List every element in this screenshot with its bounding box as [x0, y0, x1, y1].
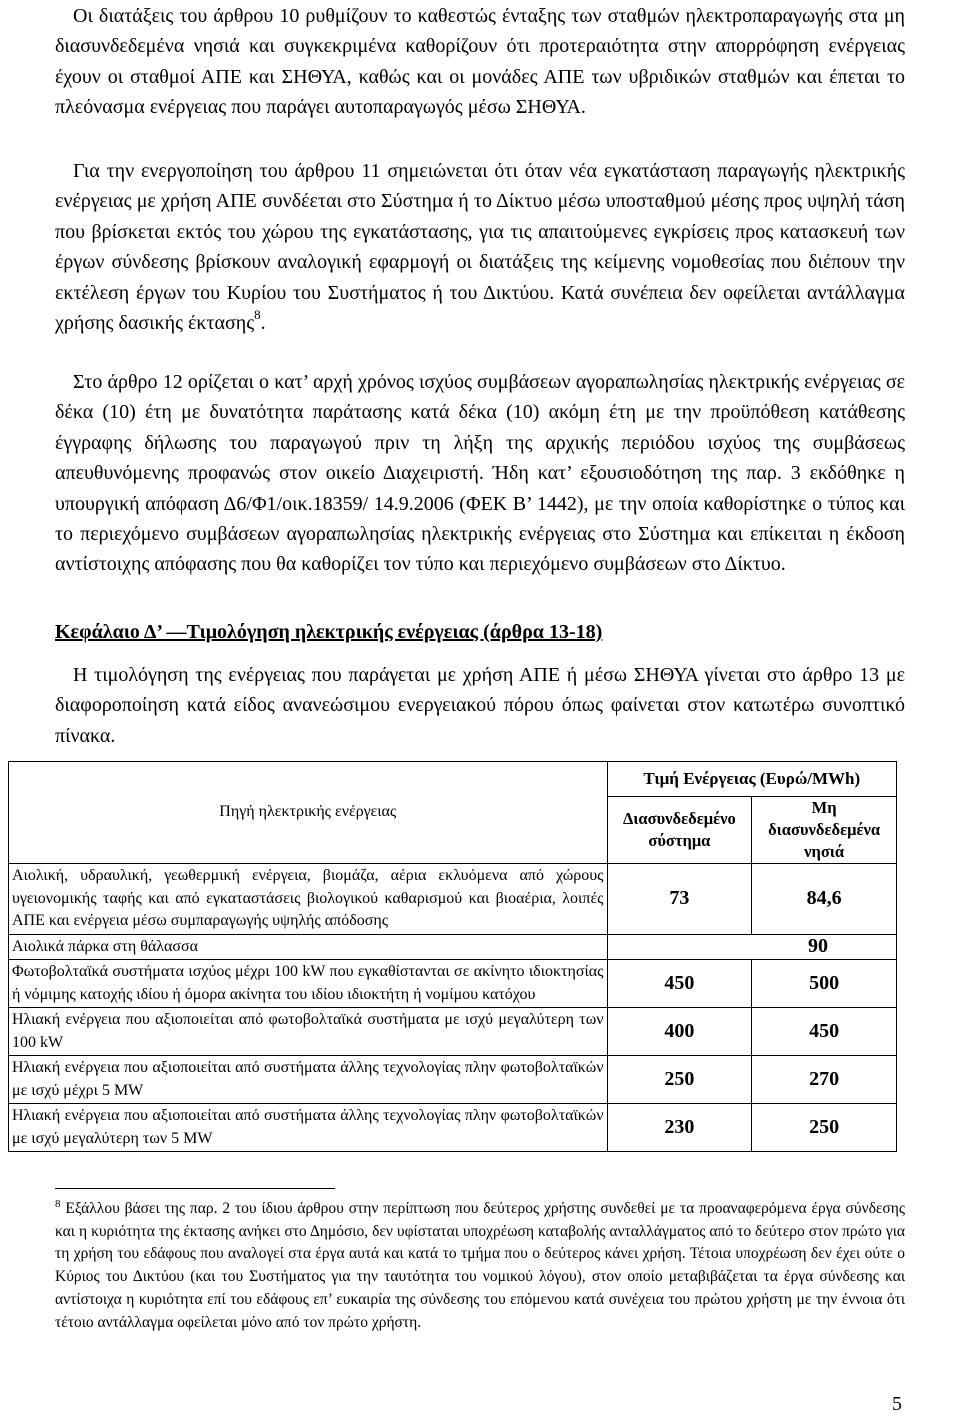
paragraph-article-10: Οι διατάξεις του άρθρου 10 ρυθμίζουν το καθεστώς ένταξης των σταθμών ηλεκτροπαραγωγής στα μη διασυνδεδεμένα νησιά και συγκεκριμένα καθορίζουν ότι προτεραιότητα στην απορρόφηση ενέργειας έχουν οι σταθμοί ΑΠΕ και ΣΗΘΥΑ, καθώς και οι μονάδες ΑΠΕ των υβριδικών σταθμών και έπεται το πλεόνασμα ενέργειας που παράγει αυτοπαραγωγός μέσω ΣΗΘΥΑ. [55, 5, 905, 119]
row-interconnected-value: 450 [607, 960, 752, 1008]
footnote-ref: 8 [254, 307, 261, 323]
table-header-row [9, 762, 897, 797]
chapter-heading: Κεφάλαιο Δ’ —Τιμολόγηση ηλεκτρικής ενέργειας (άρθρα 13-18) [55, 621, 603, 643]
row-source: Ηλιακή ενέργεια που αξιοποιείται από συστήματα άλλης τεχνολογίας πλην φωτοβολταϊκών με ισχύ μέχρι 5 MW [9, 1056, 608, 1104]
footnote-separator [55, 1188, 335, 1189]
table-row [9, 864, 897, 935]
paragraph-article-13: Η τιμολόγηση της ενέργειας που παράγεται με χρήση ΑΠΕ ή μέσω ΣΗΘΥΑ γίνεται στο άρθρο 13 με διαφοροποίηση κατά είδος ανανεώσιμου ενεργειακού πόρου όπως φαίνεται στον κατωτέρω συνοπτικό πίνακα. [55, 664, 905, 747]
table-row [9, 1104, 897, 1152]
row-non-interconnected-value: 250 [752, 1104, 897, 1152]
footnote [55, 1198, 905, 1334]
row-interconnected-value: 230 [607, 1104, 752, 1152]
footnote-text: Εξάλλου βάσει της παρ. 2 του ίδιου άρθρου στην περίπτωση που δεύτερος χρήστης συνδεθεί με τα προαναφερόμενα έργα σύνδεσης και η κυριότητα της έκτασης ανήκει στο Δημόσιο, δεν υφίσταται υποχρέωση καταβολής ανταλλάγματος από το δεύτερο στον πρώτο για τη χρήση του εδάφους που αναλογεί στα έργα αυτά και κατά το τμήμα που ο δεύτερος κάνει χρήση. Τέτοια υποχρέωση δεν έχει ούτε ο Κύριος του Δικτύου (και του Συστήματος για την ταυτότητα του νομικού λόγου), στον οποίο μεταβιβάζεται τα έργα σύνδεσης και αντίστοιχα η κυριότητα επί του εδάφους επ’ ευκαιρία της σύνδεσης του επόμενου κατά συνέχεια του πρώτου χρήστη με την έννοια ότι τέτοιο αντάλλαγμα οφείλεται μόνο από τον πρώτο χρήστη. [55, 1200, 905, 1331]
row-source: Αιολική, υδραυλική, γεωθερμική ενέργεια, βιομάζα, αέρια εκλυόμενα από χώρους υγειονομικής ταφής και από εγκαταστάσεις βιολογικού καθαρισμού και βιοαέρια, λοιπές ΑΠΕ και ενέργεια μέσω συμπαραγωγής υψηλής απόδοσης [9, 864, 608, 935]
footnote-number: 8 [55, 1197, 61, 1210]
row-merged-value: 90 [607, 934, 897, 960]
paragraph-article-11-text: Για την ενεργοποίηση του άρθρου 11 σημειώνεται ότι όταν νέα εγκατάσταση παραγωγής ηλεκτρικής ενέργειας με χρήση ΑΠΕ συνδέεται στο Σύστημα ή το Δίκτυο μέσω υποσταθμού μέσης προς υψηλή τάση που βρίσκεται εκτός του χώρου της εγκατάστασης, για τις απαιτούμενες εγκρίσεις προς κατασκευή των έργων σύνδεσης βρίσκουν αναλογική εφαρμογή οι διατάξεις της κείμενης νομοθεσίας που διέπουν την εκτέλεση έργων του Κυρίου του Συστήματος ή του Δικτύου. Κατά συνέπεια δεν οφείλεται αντάλλαγμα χρήσης δασικής έκτασης [55, 160, 905, 335]
row-non-interconnected-value: 450 [752, 1008, 897, 1056]
page-number: 5 [892, 1393, 902, 1415]
row-interconnected-value: 73 [607, 864, 752, 935]
header-price: Τιμή Ενέργειας (Ευρώ/MWh) [607, 762, 897, 797]
row-source: Φωτοβολταϊκά συστήματα ισχύος μέχρι 100 kW που εγκαθίστανται σε ακίνητο ιδιοκτησίας ή νόμιμης κατοχής ιδίου ή όμορα ακίνητα του ιδίου ιδιοκτήτη ή νομίμου κατόχου [9, 960, 608, 1008]
header-source: Πηγή ηλεκτρικής ενέργειας [9, 762, 608, 864]
row-non-interconnected-value: 270 [752, 1056, 897, 1104]
table-row [9, 1056, 897, 1104]
paragraph-article-12: Στο άρθρο 12 ορίζεται ο κατ’ αρχή χρόνος ισχύος συμβάσεων αγοραπωλησίας ηλεκτρικής ενέργειας σε δέκα (10) έτη με δυνατότητα παράτασης κατά δέκα (10) ακόμη έτη με την προϋπόθεση κατάθεσης έγγραφης δήλωσης του παραγωγού πριν τη λήξη της αρχικής περιόδου ισχύος της συμβάσεως απευθυνόμενης προφανώς στον οικείο Διαχειριστή. Ήδη κατ’ εξουσιοδότηση της παρ. 3 εκδόθηκε η υπουργική απόφαση Δ6/Φ1/οικ.18359/ 14.9.2006 (ΦΕΚ Β’ 1442), με την οποία καθορίστηκε ο τύπος και το περιεχόμενο συμβάσεων αγοραπωλησίας ηλεκτρικής ενέργειας στο Σύστημα και επίκειται η έκδοση αντίστοιχης απόφασης που θα καθορίζει τον τύπο και περιεχόμενο συμβάσεων στο Δίκτυο. [55, 371, 905, 576]
row-source: Ηλιακή ενέργεια που αξιοποιείται από συστήματα άλλης τεχνολογίας πλην φωτοβολταϊκών με ισχύ μεγαλύτερη των 5 MW [9, 1104, 608, 1152]
table-row [9, 960, 897, 1008]
table-row [9, 934, 897, 960]
row-source: Αιολικά πάρκα στη θάλασσα [9, 934, 608, 960]
paragraph-article-11-end: . [260, 312, 266, 335]
row-interconnected-value: 250 [607, 1056, 752, 1104]
row-non-interconnected-value: 84,6 [752, 864, 897, 935]
row-source: Ηλιακή ενέργεια που αξιοποιείται από φωτοβολταϊκά συστήματα με ισχύ μεγαλύτερη των 100 kW [9, 1008, 608, 1056]
paragraph-article-11 [55, 156, 905, 338]
header-non-interconnected: Μη διασυνδεδεμένα νησιά [752, 797, 897, 864]
pricing-table [8, 761, 897, 1152]
header-interconnected: Διασυνδεδεμένο σύστημα [607, 797, 752, 864]
row-interconnected-value: 400 [607, 1008, 752, 1056]
row-non-interconnected-value: 500 [752, 960, 897, 1008]
table-row [9, 1008, 897, 1056]
